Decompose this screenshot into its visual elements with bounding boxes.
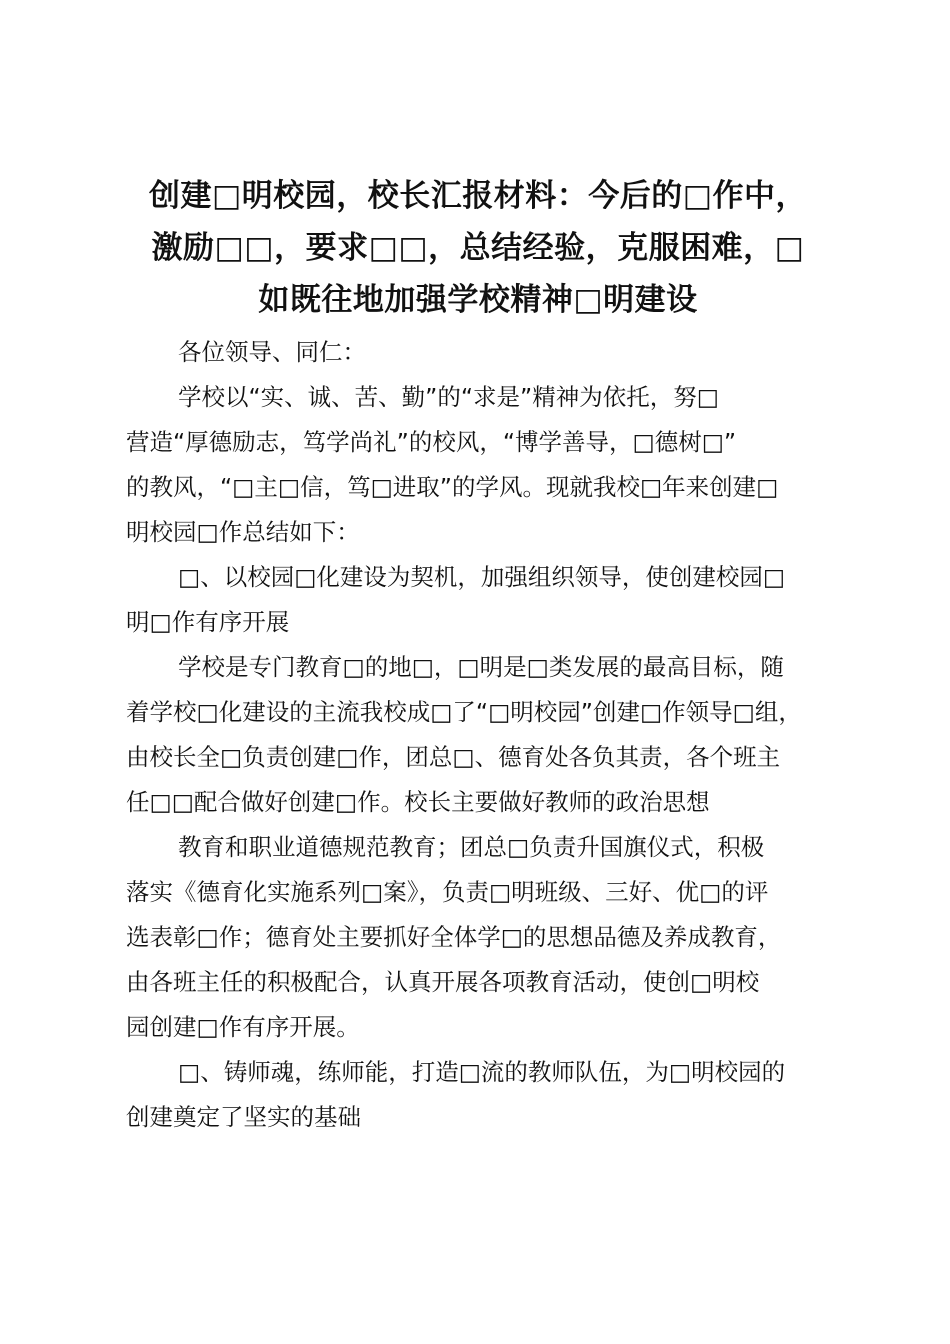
salutation: 各位领导、同仁：: [178, 338, 366, 366]
section-heading: 创建奠定了坚实的基础: [126, 1103, 361, 1131]
title-line: 创建□明校园，校长汇报材料：今后的□作中，: [148, 178, 808, 214]
section-heading: □、以校园□化建设为契机，加强组织领导，使创建校园□: [178, 563, 786, 591]
section-heading: 明□作有序开展: [126, 608, 290, 636]
body-line: 由各班主任的积极配合，认真开展各项教育活动，使创□明校: [126, 968, 760, 996]
body-line: 着学校□化建设的主流我校成□了“□明校园”创建□作领导□组，: [126, 698, 802, 726]
body-line: 落实《德育化实施系列□案》，负责□明班级、三好、优□的评: [126, 878, 769, 906]
title-line: 如既往地加强学校精神□明建设: [258, 282, 698, 318]
body-line: 学校是专门教育□的地□，□明是□类发展的最高目标，随: [178, 653, 784, 681]
body-line: 的教风，“□主□信，笃□进取”的学风。现就我校□年来创建□: [126, 473, 779, 501]
title-line: 激励□□，要求□□，总结经验，克服困难，□: [151, 230, 805, 266]
document-title: [118, 170, 838, 326]
body-line: 明校园□作总结如下：: [126, 518, 360, 546]
body-line: 任□□配合做好创建□作。校长主要做好教师的政治思想: [126, 788, 710, 816]
body-line: 学校以“实、诚、苦、勤”的“求是”精神为依托，努□: [178, 383, 719, 411]
body-line: 选表彰□作；德育处主要抓好全体学□的思想品德及养成教育，: [126, 923, 782, 951]
body-line: 由校长全□负责创建□作，团总□、德育处各负其责，各个班主: [126, 743, 781, 771]
section-heading: □、铸师魂，练师能，打造□流的教师队伍，为□明校园的: [178, 1058, 786, 1086]
document-body: [126, 330, 846, 1140]
body-line: 营造“厚德励志，笃学尚礼”的校风，“博学善导，□德树□”: [126, 428, 737, 456]
body-line: 教育和职业道德规范教育；团总□负责升国旗仪式，积极: [178, 833, 765, 861]
body-line: 园创建□作有序开展。: [126, 1013, 360, 1041]
